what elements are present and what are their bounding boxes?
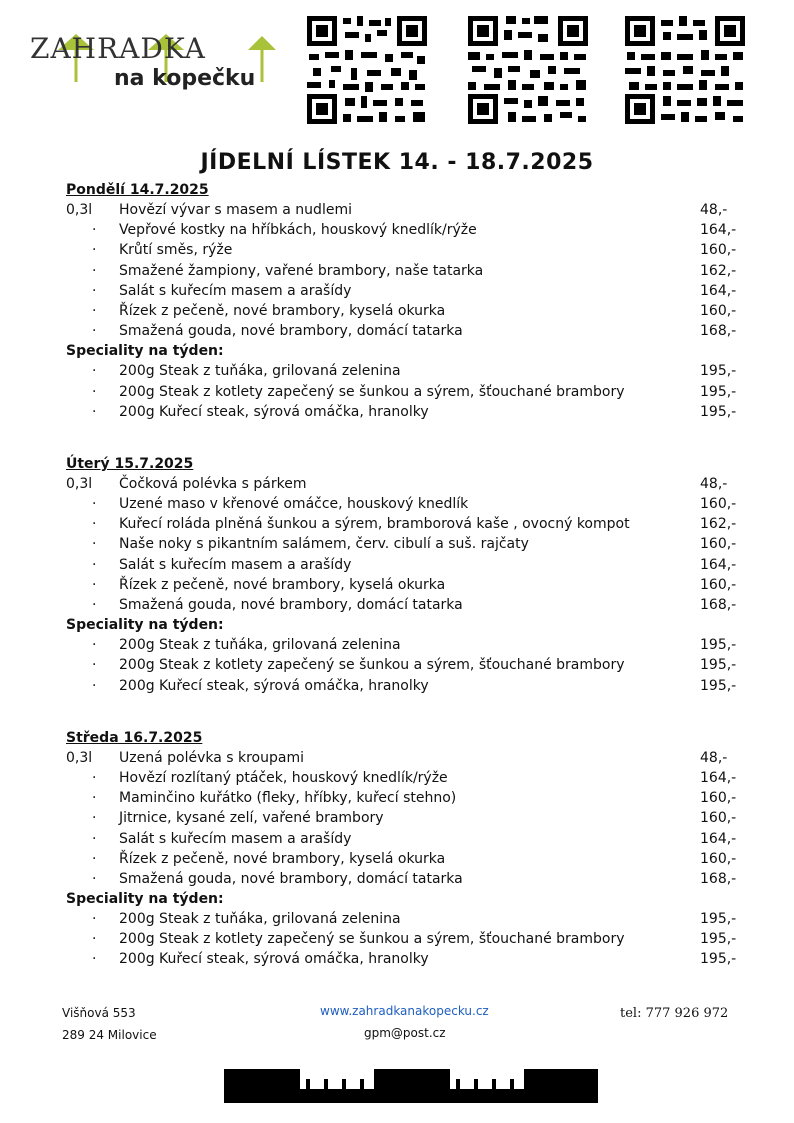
bullet-icon: · (92, 637, 97, 654)
restaurant-logo (30, 22, 280, 102)
bullet-icon: · (92, 677, 97, 694)
dish-name: 200g Steak z tuňáka, grilovaná zelenina (119, 911, 401, 928)
bullet-icon: · (92, 242, 97, 259)
dish-name: Salát s kuřecím masem a arašídy (119, 556, 352, 573)
dish-name: Uzená polévka s kroupami (119, 749, 304, 766)
dish-name: Řízek z pečeně, nové brambory, kyselá okurka (119, 576, 446, 593)
bullet-icon: · (92, 556, 97, 573)
soup-row (66, 474, 746, 494)
bullet-icon: · (92, 830, 97, 847)
dish-name: 200g Kuřecí steak, sýrová omáčka, hranolky (119, 403, 429, 420)
logo-line-2: na kopečku (114, 66, 256, 91)
dish-price: 160,- (700, 496, 737, 513)
day-section (66, 728, 746, 970)
soup-quantity: 0,3l (66, 202, 93, 218)
dish-price: 168,- (700, 323, 737, 340)
dish-name: Smažené žampiony, vařené brambory, naše tatarka (119, 262, 484, 279)
dish-price: 164,- (700, 282, 737, 299)
dish-name: 200g Kuřecí steak, sýrová omáčka, hranolky (119, 951, 429, 968)
dish-price: 195,- (700, 403, 737, 420)
bullet-icon: · (92, 951, 97, 968)
dish-row (66, 869, 746, 889)
specials-heading: Speciality na týden: (66, 891, 224, 908)
bullet-icon: · (92, 931, 97, 948)
day-section (66, 454, 746, 696)
dish-price: 195,- (700, 911, 737, 928)
dish-row (66, 595, 746, 615)
dish-price: 195,- (700, 363, 737, 380)
dish-name: Vepřové kostky na hříbkách, houskový knedlík/rýže (119, 222, 477, 239)
dish-price: 160,- (700, 810, 737, 827)
dish-name: Smažená gouda, nové brambory, domácí tatarka (119, 323, 463, 340)
dish-name: 200g Steak z kotlety zapečený se šunkou a sýrem, šťouchané brambory (119, 657, 625, 674)
email-link[interactable]: gpm@post.cz (364, 1026, 446, 1040)
dish-row (66, 808, 746, 828)
bullet-icon: · (92, 911, 97, 928)
dish-price: 160,- (700, 536, 737, 553)
dish-name: Salát s kuřecím masem a arašídy (119, 830, 352, 847)
dish-price: 48,- (700, 202, 728, 218)
special-row (66, 676, 746, 696)
dish-name: 200g Steak z tuňáka, grilovaná zelenina (119, 637, 401, 654)
special-row (66, 635, 746, 655)
day-section (66, 180, 746, 422)
dish-row (66, 220, 746, 240)
dish-row (66, 849, 746, 869)
dish-price: 162,- (700, 262, 737, 279)
bullet-icon: · (92, 810, 97, 827)
dish-name: 200g Steak z tuňáka, grilovaná zelenina (119, 363, 401, 380)
bullet-icon: · (92, 536, 97, 553)
dish-row (66, 575, 746, 595)
special-row (66, 361, 746, 381)
menu-title: JÍDELNÍ LÍSTEK 14. - 18.7.2025 (200, 150, 594, 175)
special-row (66, 655, 746, 675)
dish-price: 195,- (700, 951, 737, 968)
day-title: Pondělí 14.7.2025 (66, 182, 209, 198)
dish-name: Čočková polévka s párkem (119, 475, 307, 492)
dish-row (66, 281, 746, 301)
qr-code-2[interactable] (464, 12, 592, 128)
qr-code-1[interactable] (303, 12, 431, 128)
dish-price: 164,- (700, 556, 737, 573)
bullet-icon: · (92, 516, 97, 533)
dish-price: 162,- (700, 516, 737, 533)
bullet-icon: · (92, 657, 97, 674)
dish-row (66, 788, 746, 808)
dish-price: 48,- (700, 475, 728, 492)
dish-name: Uzené maso v křenové omáčce, houskový knedlík (119, 496, 469, 513)
dish-row (66, 494, 746, 514)
special-row (66, 402, 746, 422)
dish-row (66, 555, 746, 575)
dish-price: 195,- (700, 657, 737, 674)
dish-price: 160,- (700, 302, 737, 319)
dish-row (66, 240, 746, 260)
dish-price: 195,- (700, 931, 737, 948)
specials-heading: Speciality na týden: (66, 617, 224, 634)
bullet-icon: · (92, 262, 97, 279)
bullet-icon: · (92, 769, 97, 786)
qr-code-3[interactable] (621, 12, 749, 128)
bullet-icon: · (92, 597, 97, 613)
decorative-strip (224, 1069, 598, 1103)
day-title: Středa 16.7.2025 (66, 729, 203, 746)
dish-price: 168,- (700, 597, 737, 613)
dish-price: 195,- (700, 677, 737, 694)
dish-name: Hovězí vývar s masem a nudlemi (119, 202, 352, 218)
bullet-icon: · (92, 302, 97, 319)
bullet-icon: · (92, 790, 97, 807)
dish-name: Smažená gouda, nové brambory, domácí tatarka (119, 597, 463, 613)
bullet-icon: · (92, 576, 97, 593)
dish-name: 200g Steak z kotlety zapečený se šunkou a sýrem, šťouchané brambory (119, 383, 625, 400)
dish-price: 164,- (700, 769, 737, 786)
special-row (66, 909, 746, 929)
dish-price: 160,- (700, 576, 737, 593)
dish-row (66, 514, 746, 534)
dish-price: 160,- (700, 790, 737, 807)
bullet-icon: · (92, 323, 97, 340)
dish-row (66, 829, 746, 849)
soup-row (66, 200, 746, 220)
phone-number: tel: 777 926 972 (620, 1006, 729, 1021)
dish-row (66, 261, 746, 281)
soup-quantity: 0,3l (66, 749, 93, 766)
menu-content (66, 180, 746, 1002)
specials-heading: Speciality na týden: (66, 343, 224, 360)
dish-price: 195,- (700, 383, 737, 400)
soup-quantity: 0,3l (66, 475, 93, 492)
bullet-icon: · (92, 403, 97, 420)
special-row (66, 382, 746, 402)
bullet-icon: · (92, 363, 97, 380)
dish-price: 168,- (700, 870, 737, 887)
dish-price: 160,- (700, 242, 737, 259)
dish-price: 48,- (700, 749, 728, 766)
bullet-icon: · (92, 383, 97, 400)
special-row (66, 949, 746, 969)
footer-city: 289 24 Milovice (62, 1028, 157, 1042)
dish-name: Krůtí směs, rýže (119, 242, 233, 259)
bullet-icon: · (92, 222, 97, 239)
dish-name: Smažená gouda, nové brambory, domácí tatarka (119, 870, 463, 887)
dish-price: 164,- (700, 222, 737, 239)
footer-street: Višňová 553 (62, 1006, 136, 1020)
dish-name: Řízek z pečeně, nové brambory, kyselá okurka (119, 302, 446, 319)
dish-price: 195,- (700, 637, 737, 654)
dish-row (66, 768, 746, 788)
dish-row (66, 534, 746, 554)
dish-name: Maminčino kuřátko (fleky, hříbky, kuřecí stehno) (119, 790, 457, 807)
dish-name: 200g Steak z kotlety zapečený se šunkou a sýrem, šťouchané brambory (119, 931, 625, 948)
dish-row (66, 301, 746, 321)
dish-price: 160,- (700, 850, 737, 867)
dish-price: 164,- (700, 830, 737, 847)
dish-name: Hovězí rozlítaný ptáček, houskový knedlík/rýže (119, 769, 448, 786)
bullet-icon: · (92, 850, 97, 867)
soup-row (66, 748, 746, 768)
bullet-icon: · (92, 870, 97, 887)
dish-name: Salát s kuřecím masem a arašídy (119, 282, 352, 299)
dish-name: Řízek z pečeně, nové brambory, kyselá okurka (119, 850, 446, 867)
dish-name: Kuřecí roláda plněná šunkou a sýrem, bramborová kaše , ovocný kompot (119, 516, 630, 533)
dish-name: Jitrnice, kysané zelí, vařené brambory (119, 810, 384, 827)
day-title: Úterý 15.7.2025 (66, 455, 194, 472)
special-row (66, 929, 746, 949)
dish-name: 200g Kuřecí steak, sýrová omáčka, hranolky (119, 677, 429, 694)
website-link[interactable]: www.zahradkanakopecku.cz (320, 1004, 489, 1018)
bullet-icon: · (92, 496, 97, 513)
bullet-icon: · (92, 282, 97, 299)
logo-line-1: ZAHRADKA (30, 32, 206, 65)
dish-name: Naše noky s pikantním salámem, červ. cibulí a suš. rajčaty (119, 536, 529, 553)
footer (0, 1004, 794, 1064)
dish-row (66, 321, 746, 341)
